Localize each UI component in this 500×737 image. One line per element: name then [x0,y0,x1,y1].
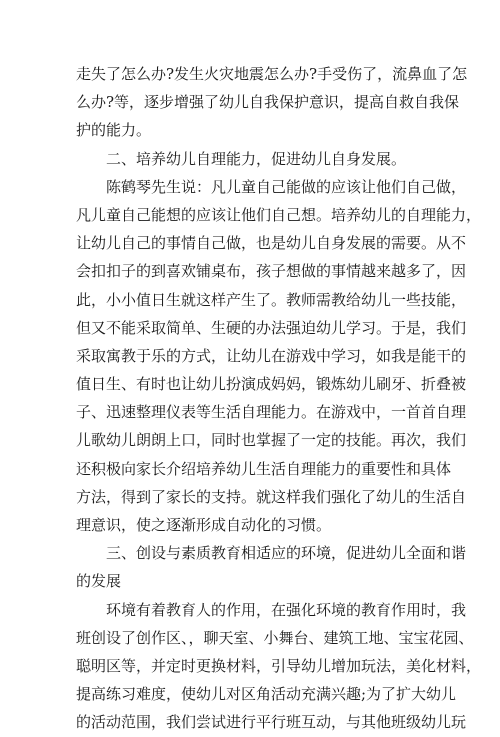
text-line: 么办?等，逐步增强了幼儿自我保护意识，提高自救自我保 [76,93,460,112]
text-line: 凡儿童自己能想的应该让他们自己想。培养幼儿的自理能力， [76,205,482,224]
section-heading-2: 二、培养幼儿自理能力，促进幼儿自身发展。 [106,149,407,168]
text-line: 提高练习难度，使幼儿对区角活动充满兴趣;为了扩大幼儿 [76,685,457,704]
body-text [76,60,482,737]
text-line: 让幼儿自己的事情自己做，也是幼儿自身发展的需要。从不 [76,234,467,253]
text-line: 陈鹤琴先生说：凡儿童自己能做的应该让他们自己做， [106,177,467,196]
text-line: 的活动范围，我们尝试进行平行班互动，与其他班级幼儿玩 [76,713,467,732]
text-line: 此，小小值日生就这样产生了。教师需教给幼儿一些技能， [76,290,467,309]
text-line: 子、迅速整理仪表等生活自理能力。在游戏中，一首首自理 [76,403,467,422]
text-line: 环境有着教育人的作用，在强化环境的教育作用时，我 [106,600,467,619]
section-heading-3: 三、创设与素质教育相适应的环境，促进幼儿全面和谐 [106,544,467,563]
text-line: 走失了怎么办?发生火灾地震怎么办?手受伤了，流鼻血了怎 [76,65,468,83]
text-line: 采取寓教于乐的方式，让幼儿在游戏中学习，如我是能干的 [76,346,467,365]
text-line: 方法，得到了家长的支持。就这样我们强化了幼儿的生活自 [76,487,467,506]
text-line: 值日生、有时也让幼儿扮演成妈妈，锻炼幼儿刷牙、折叠被 [76,375,467,394]
text-line: 还积极向家长介绍培养幼儿生活自理能力的重要性和具体 [76,459,452,478]
text-line: 理意识，使之逐渐形成自动化的习惯。 [76,516,332,534]
text-line: 儿歌幼儿朗朗上口，同时也掌握了一定的技能。再次，我们 [76,431,467,450]
text-line: 护的能力。 [76,121,152,140]
text-line: 班创设了创作区、，聊天室、小舞台、建筑工地、宝宝花园、 [76,628,474,647]
text-line: 会扣扣子的到喜欢铺桌布，孩子想做的事情越来越多了，因 [76,262,467,281]
text-line: 但又不能采取简单、生硬的办法强迫幼儿学习。于是，我们 [76,318,467,337]
text-line: 聪明区等，并定时更换材料，引导幼儿增加玩法，美化材料， [76,656,482,675]
section-heading-3-cont: 的发展 [76,572,122,591]
